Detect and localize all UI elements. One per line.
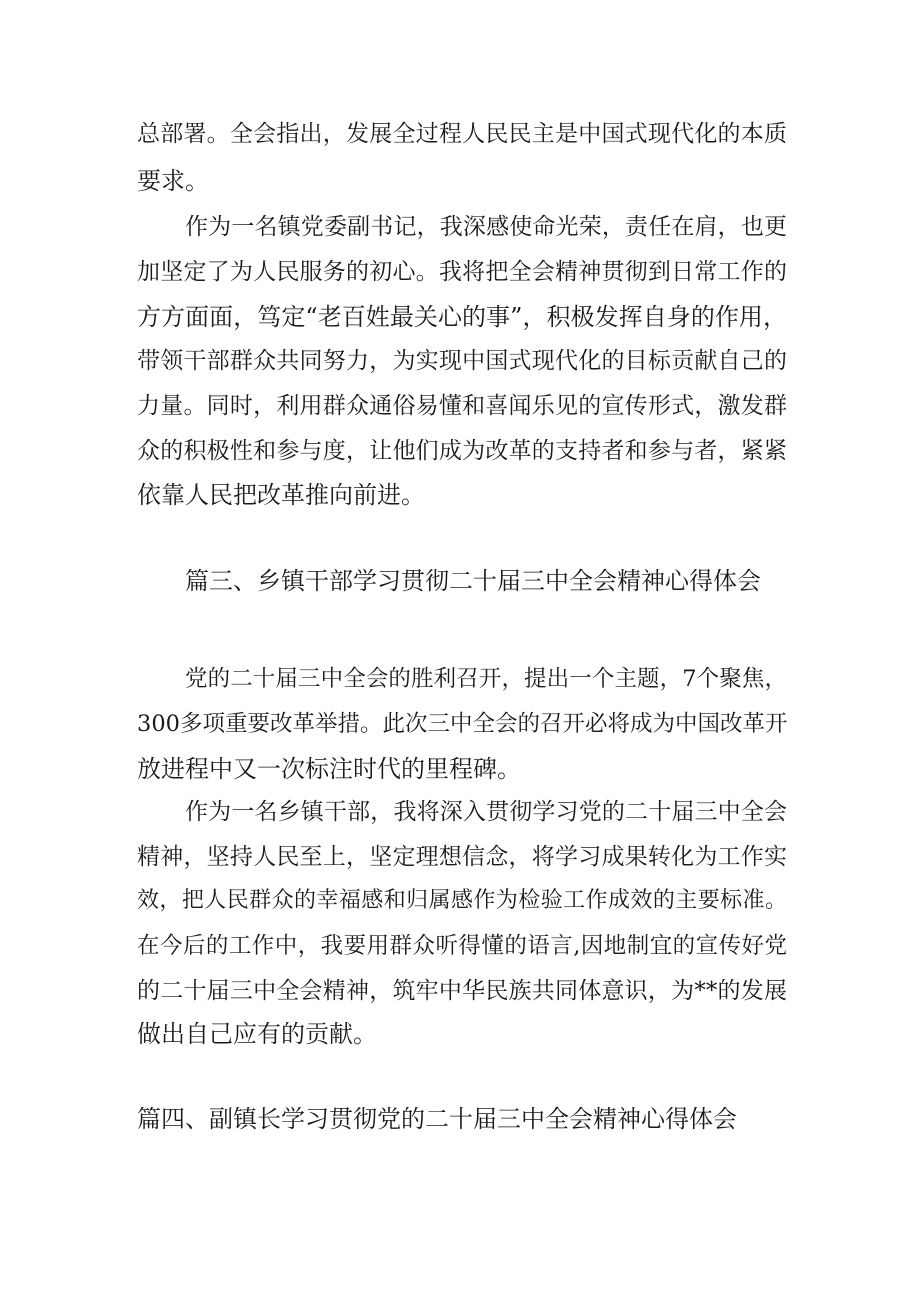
paragraph-line: 放进程中又一次标注时代的里程碑。 (137, 755, 521, 783)
paragraph-line: 要求。 (137, 167, 209, 195)
paragraph-line: 加坚定了为人民服务的初心。我将把全会精神贯彻到日常工作的 (137, 259, 787, 285)
paragraph-line: 带领干部群众共同努力，为实现中国式现代化的目标贡献自己的 (137, 348, 787, 374)
paragraph-line: 总部署。全会指出，发展全过程人民民主是中国式现代化的本质 (137, 121, 787, 147)
paragraph-line: 300多项重要改革举措。此次三中全会的召开必将成为中国改革开 (137, 711, 788, 737)
paragraph-line: 的二十届三中全会精神，筑牢中华民族共同体意识，为**的发展 (137, 978, 787, 1004)
section-heading: 篇四、副镇长学习贯彻党的二十届三中全会精神心得体会 (137, 1105, 737, 1133)
paragraph-line: 力量。同时，利用群众通俗易懂和喜闻乐见的宣传形式，激发群 (137, 393, 787, 419)
paragraph-line: 在今后的工作中，我要用群众听得懂的语言,因地制宜的宣传好党 (137, 933, 787, 959)
paragraph-line: 依靠人民把改革推向前进。 (137, 481, 425, 509)
paragraph-line: 做出自己应有的贡献。 (137, 1020, 377, 1048)
paragraph-line: 精神，坚持人民至上，坚定理想信念，将学习成果转化为工作实 (137, 844, 787, 870)
section-heading: 篇三、乡镇干部学习贯彻二十届三中全会精神心得体会 (185, 567, 761, 595)
paragraph-line: 作为一名乡镇干部，我将深入贯彻学习党的二十届三中全会 (185, 799, 787, 825)
paragraph-line: 作为一名镇党委副书记，我深感使命光荣，责任在肩，也更 (185, 214, 787, 240)
paragraph-line: 效，把人民群众的幸福感和归属感作为检验工作成效的主要标准。 (137, 888, 787, 913)
paragraph-line: 方方面面，笃定“老百姓最关心的事”，积极发挥自身的作用， (137, 303, 787, 331)
paragraph-line: 党的二十届三中全会的胜利召开，提出一个主题，7个聚焦， (185, 666, 787, 692)
paragraph-line: 众的积极性和参与度，让他们成为改革的支持者和参与者，紧紧 (137, 438, 787, 464)
